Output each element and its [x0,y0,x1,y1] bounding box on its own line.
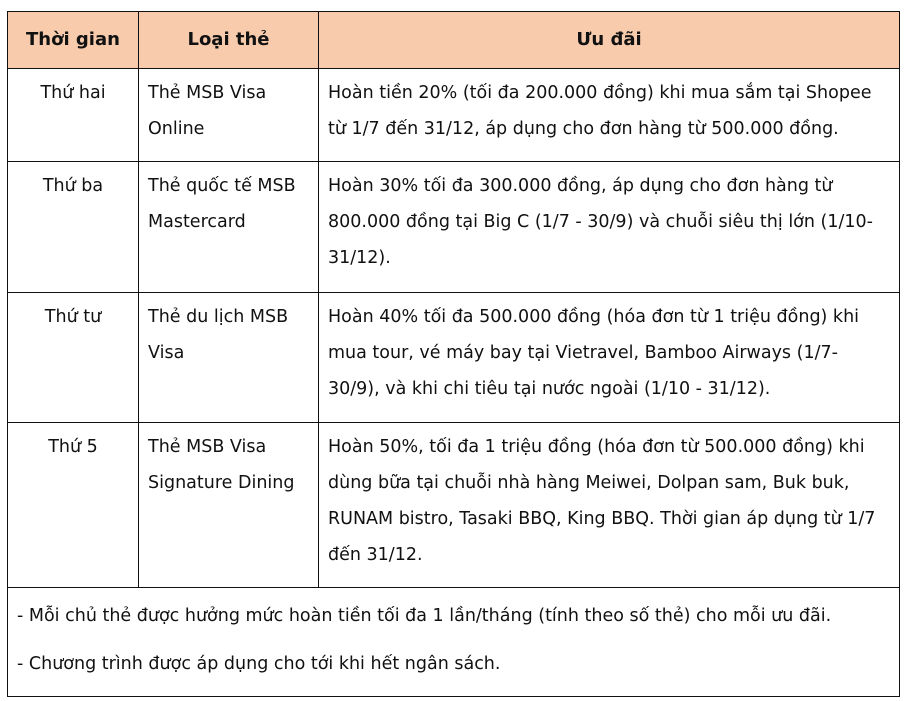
note-limit: - Mỗi chủ thẻ được hưởng mức hoàn tiền tối đa 1 lần/tháng (tính theo số thẻ) cho mỗi ưu đãi. [17,606,832,626]
table-row [8,162,900,293]
table-row [8,423,900,588]
notes-cell [8,588,900,697]
table-row [8,69,900,162]
cell-day: Thứ 5 [8,423,139,588]
table-row [8,293,900,423]
note-budget: - Chương trình được áp dụng cho tới khi hết ngân sách. [17,654,501,674]
header-offer: Ưu đãi [319,12,900,69]
cell-day: Thứ hai [8,69,139,162]
cell-offer: Hoàn 30% tối đa 300.000 đồng, áp dụng cho đơn hàng từ 800.000 đồng tại Big C (1/7 - 30/9) và chuỗi siêu thị lớn (1/10-31/12). [319,162,900,293]
cell-offer: Hoàn tiền 20% (tối đa 200.000 đồng) khi mua sắm tại Shopee từ 1/7 đến 31/12, áp dụng cho đơn hàng từ 500.000 đồng. [319,69,900,162]
cell-card: Thẻ MSB Visa Signature Dining [139,423,319,588]
header-time: Thời gian [8,12,139,69]
promotion-table [7,11,900,697]
cell-card: Thẻ MSB Visa Online [139,69,319,162]
header-card-type: Loại thẻ [139,12,319,69]
cell-day: Thứ tư [8,293,139,423]
cell-offer: Hoàn 50%, tối đa 1 triệu đồng (hóa đơn từ 500.000 đồng) khi dùng bữa tại chuỗi nhà hàng Meiwei, Dolpan sam, Buk buk, RUNAM bistro, Tasaki BBQ, King BBQ. Thời gian áp dụng từ 1/7 đến 31/12. [319,423,900,588]
cell-card: Thẻ du lịch MSB Visa [139,293,319,423]
table-header-row [8,12,900,69]
cell-offer: Hoàn 40% tối đa 500.000 đồng (hóa đơn từ 1 triệu đồng) khi mua tour, vé máy bay tại Vietravel, Bamboo Airways (1/7-30/9), và khi chi tiêu tại nước ngoài (1/10 - 31/12). [319,293,900,423]
cell-day: Thứ ba [8,162,139,293]
notes-row [8,588,900,697]
cell-card: Thẻ quốc tế MSB Mastercard [139,162,319,293]
